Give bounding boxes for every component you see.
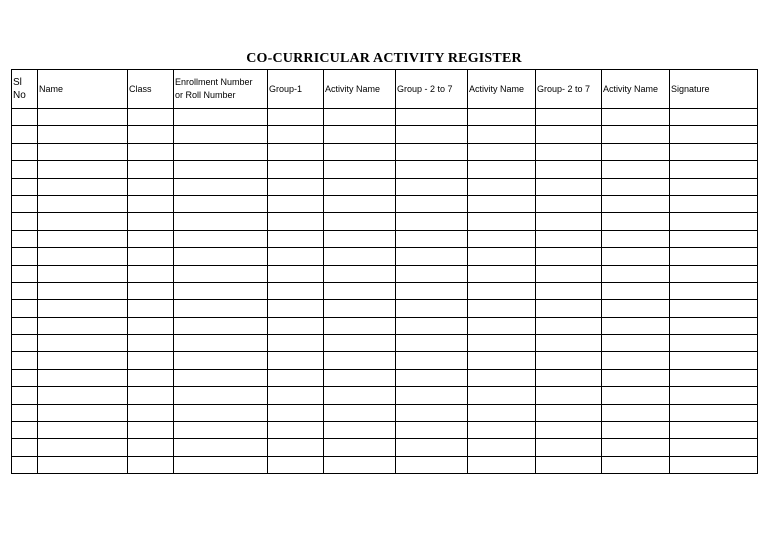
table-cell[interactable]: [128, 335, 174, 352]
table-cell[interactable]: [174, 161, 268, 178]
table-cell[interactable]: [268, 300, 324, 317]
table-cell[interactable]: [174, 248, 268, 265]
table-cell[interactable]: [396, 439, 468, 456]
table-cell[interactable]: [268, 387, 324, 404]
table-cell[interactable]: [396, 178, 468, 195]
table-cell[interactable]: [128, 248, 174, 265]
table-cell[interactable]: [38, 248, 128, 265]
table-cell[interactable]: [12, 456, 38, 473]
table-cell[interactable]: [128, 265, 174, 282]
table-cell[interactable]: [12, 248, 38, 265]
table-cell[interactable]: [268, 404, 324, 421]
table-cell[interactable]: [12, 369, 38, 386]
table-cell[interactable]: [128, 109, 174, 126]
table-cell[interactable]: [38, 265, 128, 282]
table-row: [12, 317, 758, 334]
table-cell[interactable]: [174, 143, 268, 160]
page-title: CO-CURRICULAR ACTIVITY REGISTER: [246, 51, 522, 66]
table-cell[interactable]: [468, 422, 536, 439]
table-cell[interactable]: [468, 195, 536, 212]
table-cell[interactable]: [324, 352, 396, 369]
table-cell[interactable]: [602, 195, 670, 212]
table-cell[interactable]: [602, 213, 670, 230]
table-cell[interactable]: [602, 387, 670, 404]
table-cell[interactable]: [38, 161, 128, 178]
table-cell[interactable]: [128, 178, 174, 195]
table-cell[interactable]: [324, 126, 396, 143]
table-cell[interactable]: [396, 109, 468, 126]
table-cell[interactable]: [174, 352, 268, 369]
table-row: [12, 213, 758, 230]
column-header-group-1: Group-1: [268, 70, 324, 109]
table-cell[interactable]: [174, 230, 268, 247]
table-cell[interactable]: [396, 300, 468, 317]
column-header-group-2-to-7-b: Group- 2 to 7: [536, 70, 602, 109]
table-cell[interactable]: [174, 126, 268, 143]
table-cell[interactable]: [324, 404, 396, 421]
table-cell[interactable]: [396, 369, 468, 386]
table-cell[interactable]: [670, 109, 758, 126]
table-cell[interactable]: [602, 352, 670, 369]
table-cell[interactable]: [670, 282, 758, 299]
table-cell[interactable]: [324, 109, 396, 126]
table-cell[interactable]: [128, 282, 174, 299]
table-cell[interactable]: [38, 404, 128, 421]
table-cell[interactable]: [396, 404, 468, 421]
register-body: [12, 109, 758, 474]
table-row: [12, 126, 758, 143]
table-cell[interactable]: [12, 178, 38, 195]
table-cell[interactable]: [468, 282, 536, 299]
table-cell[interactable]: [468, 230, 536, 247]
table-cell[interactable]: [128, 456, 174, 473]
table-cell[interactable]: [670, 300, 758, 317]
table-cell[interactable]: [38, 282, 128, 299]
table-cell[interactable]: [324, 369, 396, 386]
table-cell[interactable]: [536, 230, 602, 247]
column-header-activity-name-2: Activity Name: [468, 70, 536, 109]
table-cell[interactable]: [670, 387, 758, 404]
table-cell[interactable]: [174, 456, 268, 473]
table-cell[interactable]: [468, 300, 536, 317]
table-row: [12, 265, 758, 282]
table-cell[interactable]: [670, 178, 758, 195]
table-cell[interactable]: [38, 109, 128, 126]
table-cell[interactable]: [602, 422, 670, 439]
table-cell[interactable]: [602, 126, 670, 143]
table-cell[interactable]: [38, 300, 128, 317]
table-cell[interactable]: [602, 109, 670, 126]
table-cell[interactable]: [12, 439, 38, 456]
table-cell[interactable]: [396, 387, 468, 404]
table-cell[interactable]: [12, 317, 38, 334]
table-cell[interactable]: [602, 143, 670, 160]
table-cell[interactable]: [536, 335, 602, 352]
table-row: [12, 178, 758, 195]
table-cell[interactable]: [670, 230, 758, 247]
table-cell[interactable]: [670, 422, 758, 439]
table-cell[interactable]: [174, 178, 268, 195]
table-cell[interactable]: [128, 317, 174, 334]
table-row: [12, 248, 758, 265]
table-cell[interactable]: [268, 439, 324, 456]
table-cell[interactable]: [174, 300, 268, 317]
table-row: [12, 439, 758, 456]
table-cell[interactable]: [38, 456, 128, 473]
column-header-name: Name: [38, 70, 128, 109]
table-cell[interactable]: [468, 265, 536, 282]
table-row: [12, 352, 758, 369]
table-cell[interactable]: [174, 335, 268, 352]
table-row: [12, 369, 758, 386]
table-cell[interactable]: [468, 109, 536, 126]
table-cell[interactable]: [670, 404, 758, 421]
table-cell[interactable]: [670, 143, 758, 160]
table-row: [12, 335, 758, 352]
table-cell[interactable]: [602, 456, 670, 473]
table-cell[interactable]: [602, 317, 670, 334]
table-cell[interactable]: [324, 265, 396, 282]
column-header-class: Class: [128, 70, 174, 109]
table-cell[interactable]: [396, 265, 468, 282]
table-cell[interactable]: [38, 387, 128, 404]
table-cell[interactable]: [12, 126, 38, 143]
table-cell[interactable]: [670, 265, 758, 282]
table-cell[interactable]: [602, 439, 670, 456]
table-cell[interactable]: [12, 265, 38, 282]
table-cell[interactable]: [174, 387, 268, 404]
table-row: [12, 161, 758, 178]
table-cell[interactable]: [12, 230, 38, 247]
table-cell[interactable]: [324, 335, 396, 352]
table-cell[interactable]: [174, 317, 268, 334]
table-cell[interactable]: [396, 352, 468, 369]
table-cell[interactable]: [268, 143, 324, 160]
table-cell[interactable]: [12, 161, 38, 178]
table-cell[interactable]: [128, 213, 174, 230]
table-cell[interactable]: [602, 404, 670, 421]
table-cell[interactable]: [324, 282, 396, 299]
table-cell[interactable]: [38, 317, 128, 334]
table-cell[interactable]: [268, 126, 324, 143]
table-cell[interactable]: [12, 387, 38, 404]
column-header-sl-no: Sl No: [12, 70, 38, 109]
table-cell[interactable]: [468, 439, 536, 456]
table-cell[interactable]: [128, 161, 174, 178]
table-cell[interactable]: [38, 178, 128, 195]
table-cell[interactable]: [396, 195, 468, 212]
table-cell[interactable]: [396, 230, 468, 247]
table-cell[interactable]: [468, 143, 536, 160]
table-cell[interactable]: [128, 195, 174, 212]
column-header-enrollment-number: Enrollment Number or Roll Number: [174, 70, 268, 109]
table-cell[interactable]: [602, 230, 670, 247]
table-cell[interactable]: [268, 248, 324, 265]
table-cell[interactable]: [12, 352, 38, 369]
column-header-activity-name-1: Activity Name: [324, 70, 396, 109]
table-cell[interactable]: [268, 161, 324, 178]
table-cell[interactable]: [174, 109, 268, 126]
table-cell[interactable]: [536, 439, 602, 456]
table-row: [12, 109, 758, 126]
table-cell[interactable]: [602, 178, 670, 195]
table-cell[interactable]: [536, 317, 602, 334]
activity-register-table: [11, 69, 758, 474]
table-cell[interactable]: [268, 456, 324, 473]
table-cell[interactable]: [128, 404, 174, 421]
table-cell[interactable]: [602, 300, 670, 317]
table-cell[interactable]: [670, 317, 758, 334]
table-cell[interactable]: [536, 404, 602, 421]
table-cell[interactable]: [536, 456, 602, 473]
table-cell[interactable]: [268, 213, 324, 230]
table-cell[interactable]: [670, 248, 758, 265]
table-cell[interactable]: [128, 126, 174, 143]
table-cell[interactable]: [12, 404, 38, 421]
table-cell[interactable]: [12, 213, 38, 230]
table-cell[interactable]: [128, 387, 174, 404]
table-cell[interactable]: [670, 195, 758, 212]
table-cell[interactable]: [268, 195, 324, 212]
table-cell[interactable]: [324, 195, 396, 212]
table-cell[interactable]: [468, 456, 536, 473]
table-cell[interactable]: [602, 248, 670, 265]
table-cell[interactable]: [268, 109, 324, 126]
table-cell[interactable]: [468, 178, 536, 195]
table-cell[interactable]: [468, 126, 536, 143]
table-cell[interactable]: [12, 300, 38, 317]
table-cell[interactable]: [602, 335, 670, 352]
table-cell[interactable]: [536, 126, 602, 143]
table-cell[interactable]: [536, 422, 602, 439]
table-cell[interactable]: [324, 422, 396, 439]
table-cell[interactable]: [12, 195, 38, 212]
table-cell[interactable]: [670, 126, 758, 143]
header-row: [12, 70, 758, 109]
table-row: [12, 300, 758, 317]
table-cell[interactable]: [174, 439, 268, 456]
table-row: [12, 282, 758, 299]
table-cell[interactable]: [468, 387, 536, 404]
table-cell[interactable]: [670, 213, 758, 230]
table-cell[interactable]: [324, 387, 396, 404]
table-cell[interactable]: [174, 404, 268, 421]
table-cell[interactable]: [324, 300, 396, 317]
column-header-signature: Signature: [670, 70, 758, 109]
table-cell[interactable]: [536, 195, 602, 212]
table-cell[interactable]: [468, 213, 536, 230]
table-cell[interactable]: [12, 143, 38, 160]
table-cell[interactable]: [670, 456, 758, 473]
table-cell[interactable]: [468, 161, 536, 178]
table-cell[interactable]: [396, 126, 468, 143]
table-cell[interactable]: [468, 317, 536, 334]
table-cell[interactable]: [324, 178, 396, 195]
table-cell[interactable]: [536, 369, 602, 386]
table-row: [12, 230, 758, 247]
table-cell[interactable]: [324, 248, 396, 265]
table-cell[interactable]: [128, 300, 174, 317]
table-cell[interactable]: [12, 109, 38, 126]
table-row: [12, 404, 758, 421]
table-cell[interactable]: [174, 422, 268, 439]
table-cell[interactable]: [536, 352, 602, 369]
table-cell[interactable]: [12, 422, 38, 439]
column-header-activity-name-3: Activity Name: [602, 70, 670, 109]
table-cell[interactable]: [38, 213, 128, 230]
table-cell[interactable]: [670, 439, 758, 456]
table-cell[interactable]: [324, 456, 396, 473]
table-cell[interactable]: [536, 109, 602, 126]
table-cell[interactable]: [468, 335, 536, 352]
table-cell[interactable]: [268, 369, 324, 386]
table-cell[interactable]: [324, 317, 396, 334]
table-cell[interactable]: [268, 282, 324, 299]
table-cell[interactable]: [602, 265, 670, 282]
table-cell[interactable]: [268, 352, 324, 369]
table-cell[interactable]: [268, 317, 324, 334]
table-cell[interactable]: [128, 230, 174, 247]
table-cell[interactable]: [396, 422, 468, 439]
table-cell[interactable]: [128, 439, 174, 456]
table-cell[interactable]: [670, 161, 758, 178]
table-cell[interactable]: [468, 248, 536, 265]
table-row: [12, 143, 758, 160]
table-cell[interactable]: [324, 439, 396, 456]
table-cell[interactable]: [536, 178, 602, 195]
table-cell[interactable]: [38, 195, 128, 212]
table-cell[interactable]: [38, 335, 128, 352]
table-cell[interactable]: [38, 230, 128, 247]
table-row: [12, 387, 758, 404]
table-cell[interactable]: [396, 282, 468, 299]
table-cell[interactable]: [396, 248, 468, 265]
table-cell[interactable]: [602, 282, 670, 299]
table-cell[interactable]: [324, 213, 396, 230]
table-cell[interactable]: [602, 161, 670, 178]
table-cell[interactable]: [536, 282, 602, 299]
column-header-group-2-to-7-a: Group - 2 to 7: [396, 70, 468, 109]
table-cell[interactable]: [536, 248, 602, 265]
table-cell[interactable]: [174, 369, 268, 386]
table-cell[interactable]: [670, 335, 758, 352]
table-cell[interactable]: [38, 422, 128, 439]
table-cell[interactable]: [268, 335, 324, 352]
table-cell[interactable]: [396, 335, 468, 352]
table-cell[interactable]: [324, 161, 396, 178]
table-cell[interactable]: [268, 178, 324, 195]
table-cell[interactable]: [536, 161, 602, 178]
table-cell[interactable]: [468, 404, 536, 421]
table-cell[interactable]: [38, 439, 128, 456]
table-cell[interactable]: [174, 195, 268, 212]
table-cell[interactable]: [38, 352, 128, 369]
table-cell[interactable]: [536, 143, 602, 160]
table-cell[interactable]: [38, 126, 128, 143]
table-cell[interactable]: [12, 335, 38, 352]
table-cell[interactable]: [670, 352, 758, 369]
table-cell[interactable]: [174, 213, 268, 230]
table-cell[interactable]: [174, 265, 268, 282]
table-cell[interactable]: [396, 143, 468, 160]
table-cell[interactable]: [536, 213, 602, 230]
table-cell[interactable]: [396, 456, 468, 473]
table-row: [12, 456, 758, 473]
table-cell[interactable]: [128, 143, 174, 160]
table-cell[interactable]: [536, 265, 602, 282]
table-cell[interactable]: [536, 387, 602, 404]
table-cell[interactable]: [396, 161, 468, 178]
table-cell[interactable]: [128, 422, 174, 439]
table-row: [12, 422, 758, 439]
table-cell[interactable]: [38, 369, 128, 386]
table-cell[interactable]: [38, 143, 128, 160]
table-cell[interactable]: [468, 352, 536, 369]
table-cell[interactable]: [268, 230, 324, 247]
table-cell[interactable]: [670, 369, 758, 386]
table-cell[interactable]: [396, 317, 468, 334]
table-cell[interactable]: [396, 213, 468, 230]
table-cell[interactable]: [12, 282, 38, 299]
table-cell[interactable]: [602, 369, 670, 386]
table-cell[interactable]: [268, 422, 324, 439]
table-cell[interactable]: [324, 230, 396, 247]
table-cell[interactable]: [128, 352, 174, 369]
table-cell[interactable]: [468, 369, 536, 386]
table-cell[interactable]: [174, 282, 268, 299]
table-cell[interactable]: [324, 143, 396, 160]
table-cell[interactable]: [128, 369, 174, 386]
table-row: [12, 195, 758, 212]
table-cell[interactable]: [536, 300, 602, 317]
table-cell[interactable]: [268, 265, 324, 282]
